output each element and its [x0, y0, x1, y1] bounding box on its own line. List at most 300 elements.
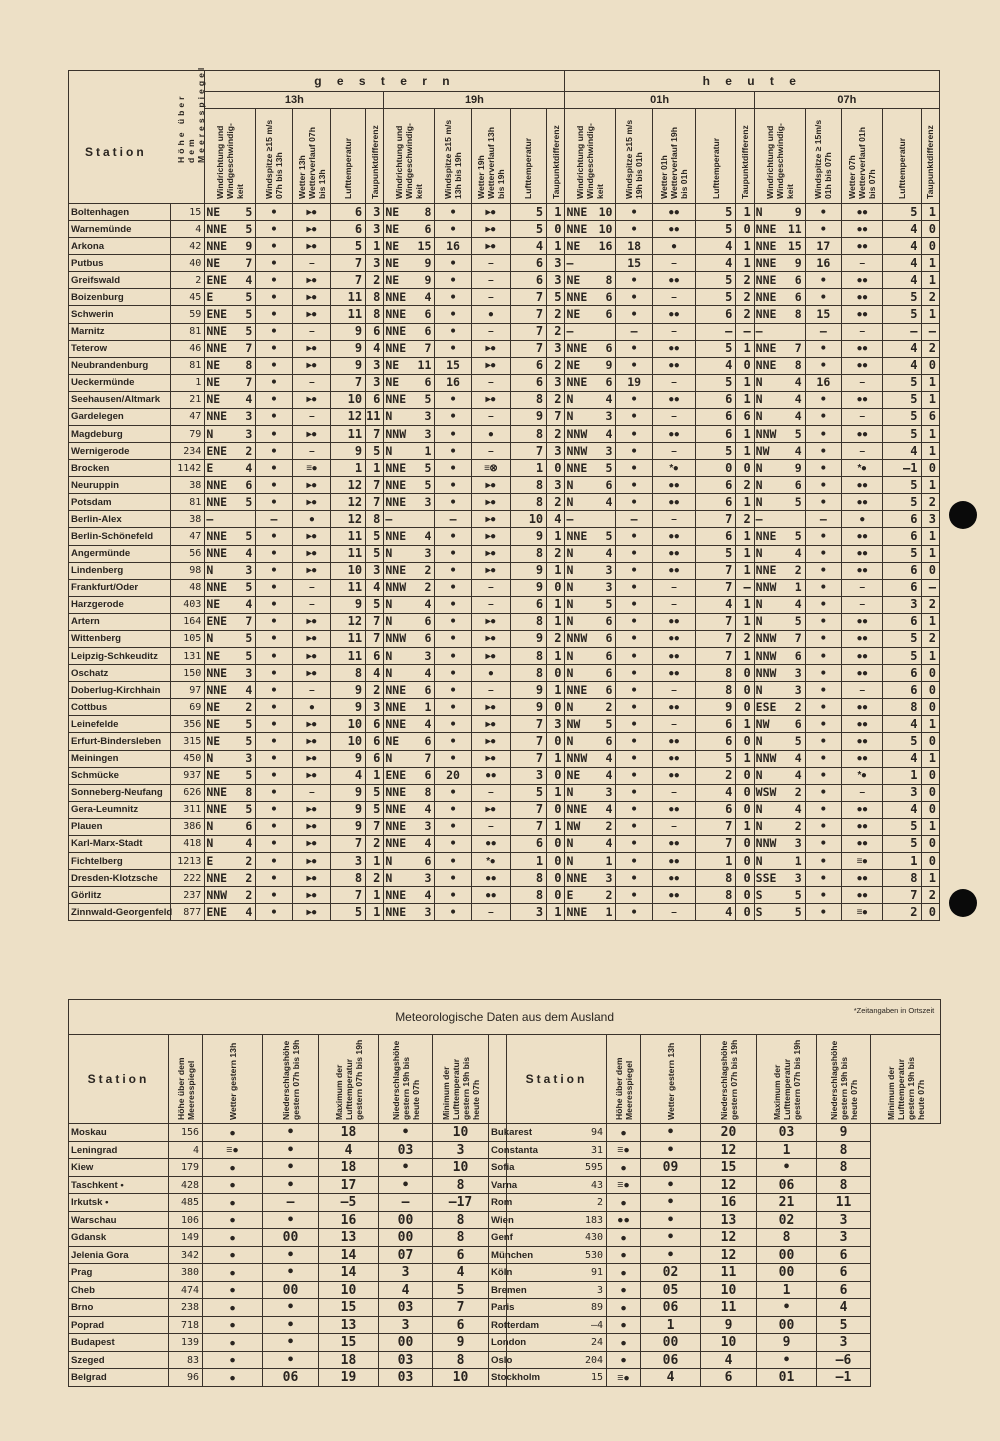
- wind-cell: [384, 630, 435, 647]
- dewpoint-diff: 6: [366, 716, 384, 733]
- wind-speed: 6: [424, 307, 432, 321]
- dewpoint-diff: 1: [921, 443, 940, 460]
- max-temperature: 15: [319, 1299, 379, 1317]
- air-temperature: 6: [695, 426, 736, 443]
- dewpoint-diff: 2: [547, 391, 565, 408]
- precip-day: •: [263, 1159, 319, 1177]
- foreign-station-name: Gdansk: [69, 1229, 169, 1247]
- dewpoint-diff: 1: [547, 682, 565, 699]
- weather-symbol: –: [842, 596, 883, 613]
- wind-cell: [205, 460, 256, 477]
- precip-day: •: [263, 1351, 319, 1369]
- wind-speed: 7: [245, 375, 253, 390]
- min-temperature: 8: [817, 1159, 871, 1177]
- wind-cell: [754, 204, 805, 221]
- precip-night: 00: [757, 1246, 817, 1264]
- wind-direction: NE: [385, 272, 400, 287]
- air-temperature: –: [882, 323, 921, 340]
- wind-direction: NNE: [385, 341, 407, 356]
- foreign-station-name: Warschau: [69, 1211, 169, 1229]
- station-name: Wittenberg: [69, 630, 171, 647]
- wind-gust: •: [256, 323, 293, 340]
- air-temperature: 4: [510, 238, 547, 255]
- col-header-taup01: [736, 109, 754, 204]
- station-height: 47: [170, 528, 205, 545]
- air-temperature: 9: [331, 750, 366, 767]
- precip-day: 06: [641, 1351, 701, 1369]
- dewpoint-diff: 2: [921, 630, 940, 647]
- dewpoint-diff: 1: [547, 818, 565, 835]
- dewpoint-diff: 7: [366, 818, 384, 835]
- wind-cell: [754, 887, 805, 904]
- weather-sheet: [68, 64, 940, 1386]
- wind-cell: [384, 272, 435, 289]
- wind-direction: NE: [206, 204, 221, 219]
- wind-cell: [754, 391, 805, 408]
- station-name: Gera-Leumnitz: [69, 801, 171, 818]
- precip-night: 06: [757, 1176, 817, 1194]
- heute-header: h e u t e: [565, 71, 940, 92]
- weather-symbol: ●●: [842, 630, 883, 647]
- min-temperature: 6: [817, 1264, 871, 1282]
- dewpoint-diff: 2: [921, 596, 940, 613]
- ausland-table: [68, 999, 941, 1387]
- foreign-weather: ●: [607, 1194, 641, 1212]
- dewpoint-diff: 8: [366, 289, 384, 306]
- wind-gust: •: [805, 494, 842, 511]
- air-temperature: 7: [695, 648, 736, 665]
- wind-speed: 6: [794, 477, 802, 492]
- wind-cell: [205, 221, 256, 238]
- wind-direction: N: [755, 460, 763, 475]
- weather-symbol: –: [292, 374, 331, 391]
- wind-gust: •: [805, 579, 842, 596]
- ausland-station-label: Station: [87, 1072, 150, 1087]
- weather-symbol: ●●: [652, 801, 695, 818]
- wind-cell: [754, 255, 805, 272]
- wind-speed: 5: [794, 529, 802, 544]
- wind-direction: E: [206, 460, 214, 475]
- table-row: [69, 1351, 941, 1369]
- wind-direction: NNE: [566, 682, 588, 697]
- air-temperature: 7: [695, 835, 736, 852]
- wind-direction: N: [206, 631, 214, 646]
- wind-speed: 6: [424, 324, 432, 339]
- dewpoint-diff: 1: [921, 204, 940, 221]
- wind-direction: NNW: [755, 751, 777, 766]
- weather-symbol: –: [652, 408, 695, 425]
- wind-direction: NE: [206, 716, 221, 731]
- wind-cell: [205, 750, 256, 767]
- foreign-weather: ●: [203, 1211, 263, 1229]
- foreign-station-height: 89: [507, 1299, 607, 1317]
- weather-symbol: ▸●: [292, 528, 331, 545]
- foreign-station-height: 31: [507, 1141, 607, 1159]
- station-name: Seehausen/Altmark: [69, 391, 171, 408]
- dewpoint-diff: 1: [547, 904, 565, 921]
- wind-gust: •: [616, 835, 653, 852]
- wind-gust: •: [616, 648, 653, 665]
- station-height: 2: [170, 272, 205, 289]
- wind-gust: •: [616, 682, 653, 699]
- wind-cell: [384, 340, 435, 357]
- station-name: Frankfurt/Oder: [69, 579, 171, 596]
- station-name: Leipzig-Schkeuditz: [69, 648, 171, 665]
- station-height: 386: [170, 818, 205, 835]
- foreign-station-name: Bukarest: [489, 1124, 507, 1142]
- wind-gust: •: [435, 408, 472, 425]
- wind-direction: N: [566, 580, 574, 595]
- wind-direction: NNE: [566, 802, 588, 817]
- dewpoint-diff: 3: [921, 511, 940, 528]
- wind-speed: 5: [605, 529, 613, 544]
- wind-speed: 2: [245, 853, 253, 868]
- air-temperature: 6: [695, 733, 736, 750]
- station-height: 105: [170, 630, 205, 647]
- foreign-weather: ●: [607, 1351, 641, 1369]
- table-row: [69, 1334, 941, 1352]
- wind-cell: [565, 682, 616, 699]
- weather-symbol: ●: [471, 306, 510, 323]
- table-row: [69, 340, 940, 357]
- wind-cell: [384, 494, 435, 511]
- table-row: [69, 289, 940, 306]
- wind-direction: NNE: [755, 289, 777, 304]
- precip-day: 09: [641, 1159, 701, 1177]
- weather-symbol: ▸●: [292, 477, 331, 494]
- table-row: [69, 613, 940, 630]
- precip-day: •: [263, 1176, 319, 1194]
- air-temperature: 2: [695, 767, 736, 784]
- wind-cell: [565, 238, 616, 255]
- weather-symbol: ●●: [842, 870, 883, 887]
- weather-symbol: –: [842, 682, 883, 699]
- precip-day: •: [641, 1211, 701, 1229]
- station-name: Karl-Marx-Stadt: [69, 835, 171, 852]
- wind-gust: •: [435, 870, 472, 887]
- min-temperature: –6: [817, 1351, 871, 1369]
- wind-cell: [754, 904, 805, 921]
- ausland-col-label-nieder1: Niederschlagshöhe gestern 07h bis 19h: [280, 1040, 301, 1121]
- punch-hole-icon: [949, 501, 977, 529]
- wind-gust: •: [256, 682, 293, 699]
- wind-gust: •: [616, 579, 653, 596]
- weather-symbol: –: [842, 579, 883, 596]
- wind-speed: 6: [605, 375, 613, 390]
- wind-direction: WSW: [755, 785, 777, 800]
- foreign-weather: ●: [607, 1246, 641, 1264]
- weather-symbol: ≡●: [292, 460, 331, 477]
- air-temperature: 5: [882, 545, 921, 562]
- air-temperature: 5: [882, 835, 921, 852]
- weather-symbol: ●●: [842, 835, 883, 852]
- precip-night: •: [757, 1159, 817, 1177]
- air-temperature: 8: [510, 545, 547, 562]
- dewpoint-diff: 0: [736, 460, 754, 477]
- weather-symbol: ●●: [842, 750, 883, 767]
- station-height: 42: [170, 238, 205, 255]
- wind-gust: •: [616, 716, 653, 733]
- wind-cell: [565, 801, 616, 818]
- wind-gust: •: [435, 852, 472, 869]
- air-temperature: 8: [510, 494, 547, 511]
- air-temperature: 3: [331, 852, 366, 869]
- dewpoint-diff: 1: [736, 528, 754, 545]
- weather-symbol: ●●: [652, 340, 695, 357]
- dewpoint-diff: 1: [736, 818, 754, 835]
- table-gap: [489, 1035, 507, 1124]
- dewpoint-diff: 7: [366, 494, 384, 511]
- dewpoint-diff: –: [736, 323, 754, 340]
- wind-cell: [384, 784, 435, 801]
- wind-gust: •: [616, 460, 653, 477]
- air-temperature: 7: [695, 579, 736, 596]
- dewpoint-diff: 0: [921, 904, 940, 921]
- wind-cell: [384, 408, 435, 425]
- wind-direction: NNE: [206, 580, 228, 595]
- wind-gust: •: [256, 204, 293, 221]
- wind-cell: [754, 460, 805, 477]
- station-name: Boltenhagen: [69, 204, 171, 221]
- wind-gust: •: [616, 596, 653, 613]
- weather-symbol: –: [652, 716, 695, 733]
- air-temperature: 9: [331, 801, 366, 818]
- time-13h: 13h: [205, 92, 384, 109]
- wind-gust: •: [256, 904, 293, 921]
- weather-symbol: ●●: [842, 272, 883, 289]
- wind-cell: [565, 494, 616, 511]
- air-temperature: 7: [331, 887, 366, 904]
- foreign-weather: ●●: [607, 1211, 641, 1229]
- max-temperature: 15: [701, 1159, 757, 1177]
- weather-symbol: ●●: [842, 528, 883, 545]
- air-temperature: 6: [882, 562, 921, 579]
- wind-direction: NE: [206, 768, 221, 783]
- wind-gust: •: [435, 340, 472, 357]
- wind-direction: N: [755, 819, 763, 834]
- air-temperature: 6: [882, 528, 921, 545]
- weather-symbol: ▸●: [471, 340, 510, 357]
- dewpoint-diff: 0: [547, 835, 565, 852]
- wind-speed: 3: [424, 546, 432, 561]
- col-header-wind13: [205, 109, 256, 204]
- wind-direction: –: [755, 511, 763, 526]
- dewpoint-diff: 0: [921, 852, 940, 869]
- air-temperature: 5: [882, 818, 921, 835]
- station-name: Sonneberg-Neufang: [69, 784, 171, 801]
- air-temperature: 6: [882, 665, 921, 682]
- wind-direction: N: [206, 836, 214, 851]
- min-temperature: 10: [433, 1159, 489, 1177]
- precip-night: •: [379, 1176, 433, 1194]
- wind-cell: [565, 204, 616, 221]
- wind-direction: NNE: [755, 307, 777, 321]
- foreign-weather: ●: [203, 1159, 263, 1177]
- wind-speed: 6: [605, 665, 613, 680]
- dewpoint-diff: 0: [736, 835, 754, 852]
- station-name: Zinnwald-Georgenfeld: [69, 904, 171, 921]
- air-temperature: 1: [882, 767, 921, 784]
- wind-speed: 5: [605, 597, 613, 612]
- station-height: 38: [170, 511, 205, 528]
- air-temperature: 7: [695, 511, 736, 528]
- wind-speed: 6: [605, 477, 613, 492]
- ausland-col-label-max: Maximum der Lufttemperatur gestern 07h bis 19h: [333, 1040, 364, 1121]
- wind-direction: NNE: [755, 563, 777, 578]
- wind-gust: •: [435, 391, 472, 408]
- wind-speed: 3: [424, 494, 432, 509]
- air-temperature: 5: [882, 630, 921, 647]
- station-name: Plauen: [69, 818, 171, 835]
- wind-direction: NE: [566, 238, 581, 253]
- max-temperature: 17: [319, 1176, 379, 1194]
- dewpoint-diff: 6: [366, 391, 384, 408]
- wind-gust: •: [435, 648, 472, 665]
- weather-symbol: ●●: [842, 818, 883, 835]
- wind-gust: •: [256, 289, 293, 306]
- wind-speed: 4: [424, 529, 432, 544]
- wind-gust: •: [435, 716, 472, 733]
- dewpoint-diff: 2: [736, 272, 754, 289]
- wind-gust: •: [435, 682, 472, 699]
- wind-speed: 5: [245, 494, 253, 509]
- wind-speed: 3: [245, 426, 253, 441]
- dewpoint-diff: 3: [366, 699, 384, 716]
- dewpoint-diff: 3: [547, 716, 565, 733]
- col-label-spitze19: Windspitze ≥15 m/s 13h bis 19h: [443, 119, 464, 199]
- foreign-weather: ●: [203, 1316, 263, 1334]
- dewpoint-diff: 1: [736, 340, 754, 357]
- wind-gust: •: [256, 221, 293, 238]
- wind-direction: NNW: [755, 426, 777, 441]
- col-header-luft19: [510, 109, 547, 204]
- table-row: [69, 426, 940, 443]
- ausland-title: Meteorologische Daten aus dem Ausland: [395, 1010, 614, 1025]
- foreign-station-height: 3: [507, 1281, 607, 1299]
- wind-speed: 2: [245, 443, 253, 458]
- max-temperature: 18: [319, 1351, 379, 1369]
- wind-cell: [565, 443, 616, 460]
- wind-cell: [565, 255, 616, 272]
- wind-gust: •: [805, 204, 842, 221]
- col-header-wind19: [384, 109, 435, 204]
- air-temperature: 8: [510, 477, 547, 494]
- table-row: [69, 460, 940, 477]
- dewpoint-diff: 0: [736, 221, 754, 238]
- foreign-station-height: 4: [169, 1141, 203, 1159]
- air-temperature: 5: [882, 391, 921, 408]
- precip-night: 02: [757, 1211, 817, 1229]
- wind-speed: 3: [424, 870, 432, 885]
- wind-speed: 3: [794, 836, 802, 851]
- wind-speed: 5: [424, 477, 432, 492]
- col-header-taup13: [366, 109, 384, 204]
- wind-speed: 5: [245, 631, 253, 646]
- ausland-col-label-wetter: Wetter gestern 13h: [665, 1043, 676, 1121]
- col-header-spitze01: [616, 109, 653, 204]
- wind-direction: NE: [206, 392, 221, 407]
- weather-symbol: ▸●: [292, 306, 331, 323]
- dewpoint-diff: 2: [547, 323, 565, 340]
- wind-cell: [565, 784, 616, 801]
- wind-cell: [754, 426, 805, 443]
- wind-cell: [565, 391, 616, 408]
- dewpoint-diff: 2: [366, 870, 384, 887]
- precip-night: 01: [757, 1369, 817, 1387]
- wind-gust: •: [256, 699, 293, 716]
- air-temperature: 3: [510, 904, 547, 921]
- wind-speed: 6: [424, 682, 432, 697]
- wind-speed: 15: [417, 238, 432, 253]
- foreign-station-height: 530: [507, 1246, 607, 1264]
- wind-gust: –: [435, 511, 472, 528]
- station-name: Marnitz: [69, 323, 171, 340]
- weather-symbol: ●●: [842, 238, 883, 255]
- table-row: [69, 852, 940, 869]
- wind-cell: [754, 289, 805, 306]
- dewpoint-diff: 6: [366, 648, 384, 665]
- table-row: [69, 562, 940, 579]
- precip-day: 02: [641, 1264, 701, 1282]
- air-temperature: 7: [510, 716, 547, 733]
- dewpoint-diff: 0: [921, 357, 940, 374]
- air-temperature: 9: [510, 408, 547, 425]
- wind-direction: N: [385, 614, 393, 629]
- wind-gust: •: [435, 699, 472, 716]
- wind-gust: •: [256, 562, 293, 579]
- max-temperature: 15: [319, 1334, 379, 1352]
- air-temperature: 6: [510, 272, 547, 289]
- wind-gust: •: [435, 204, 472, 221]
- air-temperature: 6: [695, 391, 736, 408]
- wind-direction: N: [566, 597, 574, 612]
- wind-cell: [754, 545, 805, 562]
- max-temperature: 18: [319, 1124, 379, 1142]
- ausland-col-wetter: [203, 1035, 263, 1124]
- col-label-taup01: Taupunktdifferenz: [740, 125, 751, 199]
- ausland-col-hoehe: [607, 1035, 641, 1124]
- wind-cell: [205, 289, 256, 306]
- air-temperature: 9: [331, 818, 366, 835]
- wind-direction: NNE: [385, 699, 407, 714]
- weather-symbol: –: [652, 289, 695, 306]
- wind-speed: 5: [245, 648, 253, 663]
- wind-direction: NNE: [385, 324, 407, 339]
- weather-symbol: ▸●: [471, 716, 510, 733]
- weather-symbol: ▸●: [471, 699, 510, 716]
- air-temperature: 5: [331, 904, 366, 921]
- min-temperature: 8: [817, 1176, 871, 1194]
- wind-speed: 5: [245, 204, 253, 219]
- weather-symbol: ▸●: [471, 648, 510, 665]
- weather-symbol: ▸●: [292, 716, 331, 733]
- wind-direction: NNE: [385, 494, 407, 509]
- ausland-station-label: Station: [525, 1072, 588, 1087]
- station-name: Meiningen: [69, 750, 171, 767]
- wind-gust: •: [616, 306, 653, 323]
- weather-symbol: ▸●: [292, 887, 331, 904]
- station-name: Potsdam: [69, 494, 171, 511]
- dewpoint-diff: 2: [547, 494, 565, 511]
- wind-speed: 10: [598, 221, 613, 236]
- precip-night: 1: [757, 1281, 817, 1299]
- dewpoint-diff: 1: [921, 391, 940, 408]
- wind-direction: NNE: [206, 238, 228, 253]
- weather-symbol: –: [471, 784, 510, 801]
- wind-cell: [205, 596, 256, 613]
- wind-speed: 5: [245, 733, 253, 748]
- table-row: [69, 1159, 941, 1177]
